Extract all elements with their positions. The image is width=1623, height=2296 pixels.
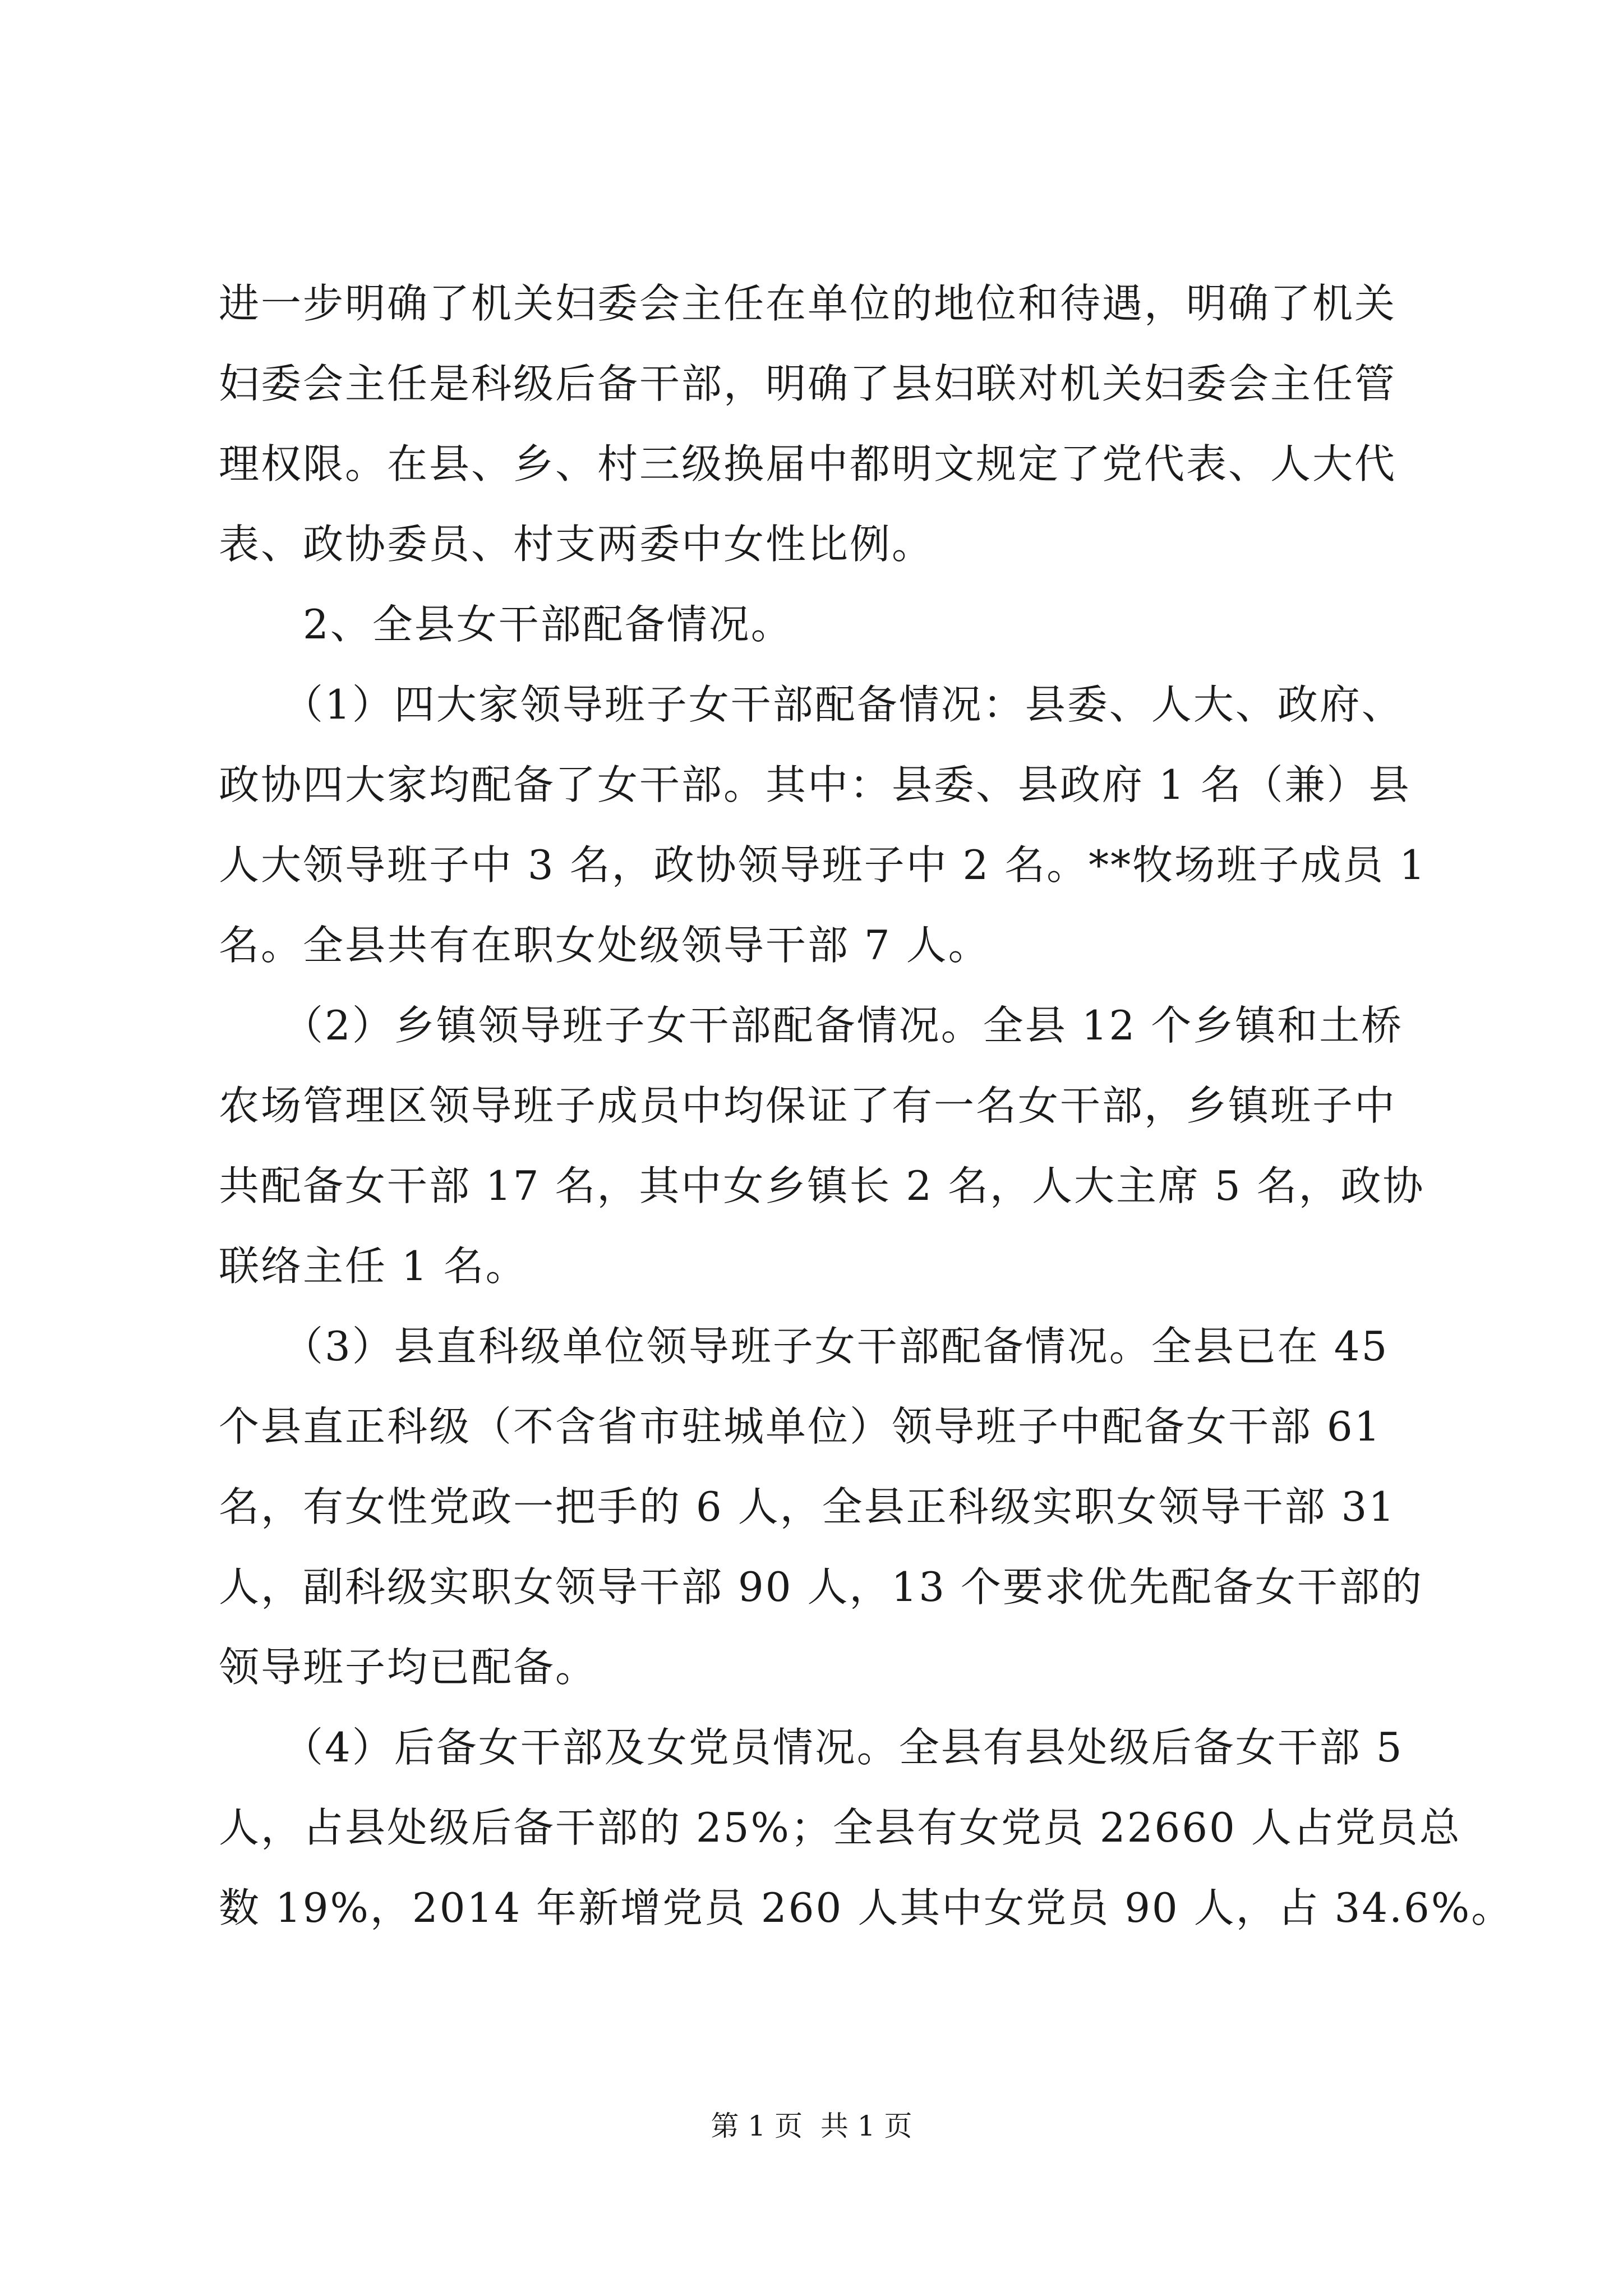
text-line: 联络主任 1 名。 — [219, 1243, 528, 1290]
text-line: 领导班子均已配备。 — [219, 1644, 598, 1691]
text-line: （3）县直科级单位领导班子女干部配备情况。全县已在 45 — [219, 1323, 1389, 1370]
text-line: 农场管理区领导班子成员中均保证了有一名女干部，乡镇班子中 — [219, 1082, 1397, 1129]
text-line: （2）乡镇领导班子女干部配备情况。全县 12 个乡镇和土桥 — [219, 1002, 1404, 1049]
text-line: 名，有女性党政一把手的 6 人，全县正科级实职女领导干部 31 — [219, 1483, 1396, 1530]
text-line: （4）后备女干部及女党员情况。全县有县处级后备女干部 5 — [219, 1724, 1404, 1771]
text-line: 名。全县共有在职女处级领导干部 7 人。 — [219, 922, 990, 969]
text-line: 人大领导班子中 3 名，政协领导班子中 2 名。**牧场班子成员 1 — [219, 841, 1427, 889]
page-footer: 第 1 页 共 1 页 — [711, 2110, 912, 2142]
section-heading: 2、全县女干部配备情况。 — [219, 601, 793, 648]
text-line: 政协四大家均配备了女干部。其中：县委、县政府 1 名（兼）县 — [219, 761, 1411, 808]
text-line: 人，占县处级后备干部的 25%；全县有女党员 22660 人占党员总 — [219, 1804, 1461, 1851]
text-line: 进一步明确了机关妇委会主任在单位的地位和待遇，明确了机关 — [219, 280, 1397, 327]
text-line: 人，副科级实职女领导干部 90 人，13 个要求优先配备女干部的 — [219, 1563, 1423, 1611]
text-line: 共配备女干部 17 名，其中女乡镇长 2 名，人大主席 5 名，政协 — [219, 1162, 1425, 1209]
text-line: （1）四大家领导班子女干部配备情况：县委、人大、政府、 — [219, 681, 1404, 728]
document-body — [219, 264, 1514, 1948]
text-line: 理权限。在县、乡、村三级换届中都明文规定了党代表、人大代 — [219, 440, 1397, 487]
text-line: 数 19%，2014 年新增党员 260 人其中女党员 90 人，占 34.6%。 — [219, 1884, 1514, 1931]
text-line: 妇委会主任是科级后备干部，明确了县妇联对机关妇委会主任管 — [219, 360, 1397, 407]
text-line: 个县直正科级（不含省市驻城单位）领导班子中配备女干部 61 — [219, 1403, 1382, 1450]
text-line: 表、政协委员、村支两委中女性比例。 — [219, 521, 934, 568]
